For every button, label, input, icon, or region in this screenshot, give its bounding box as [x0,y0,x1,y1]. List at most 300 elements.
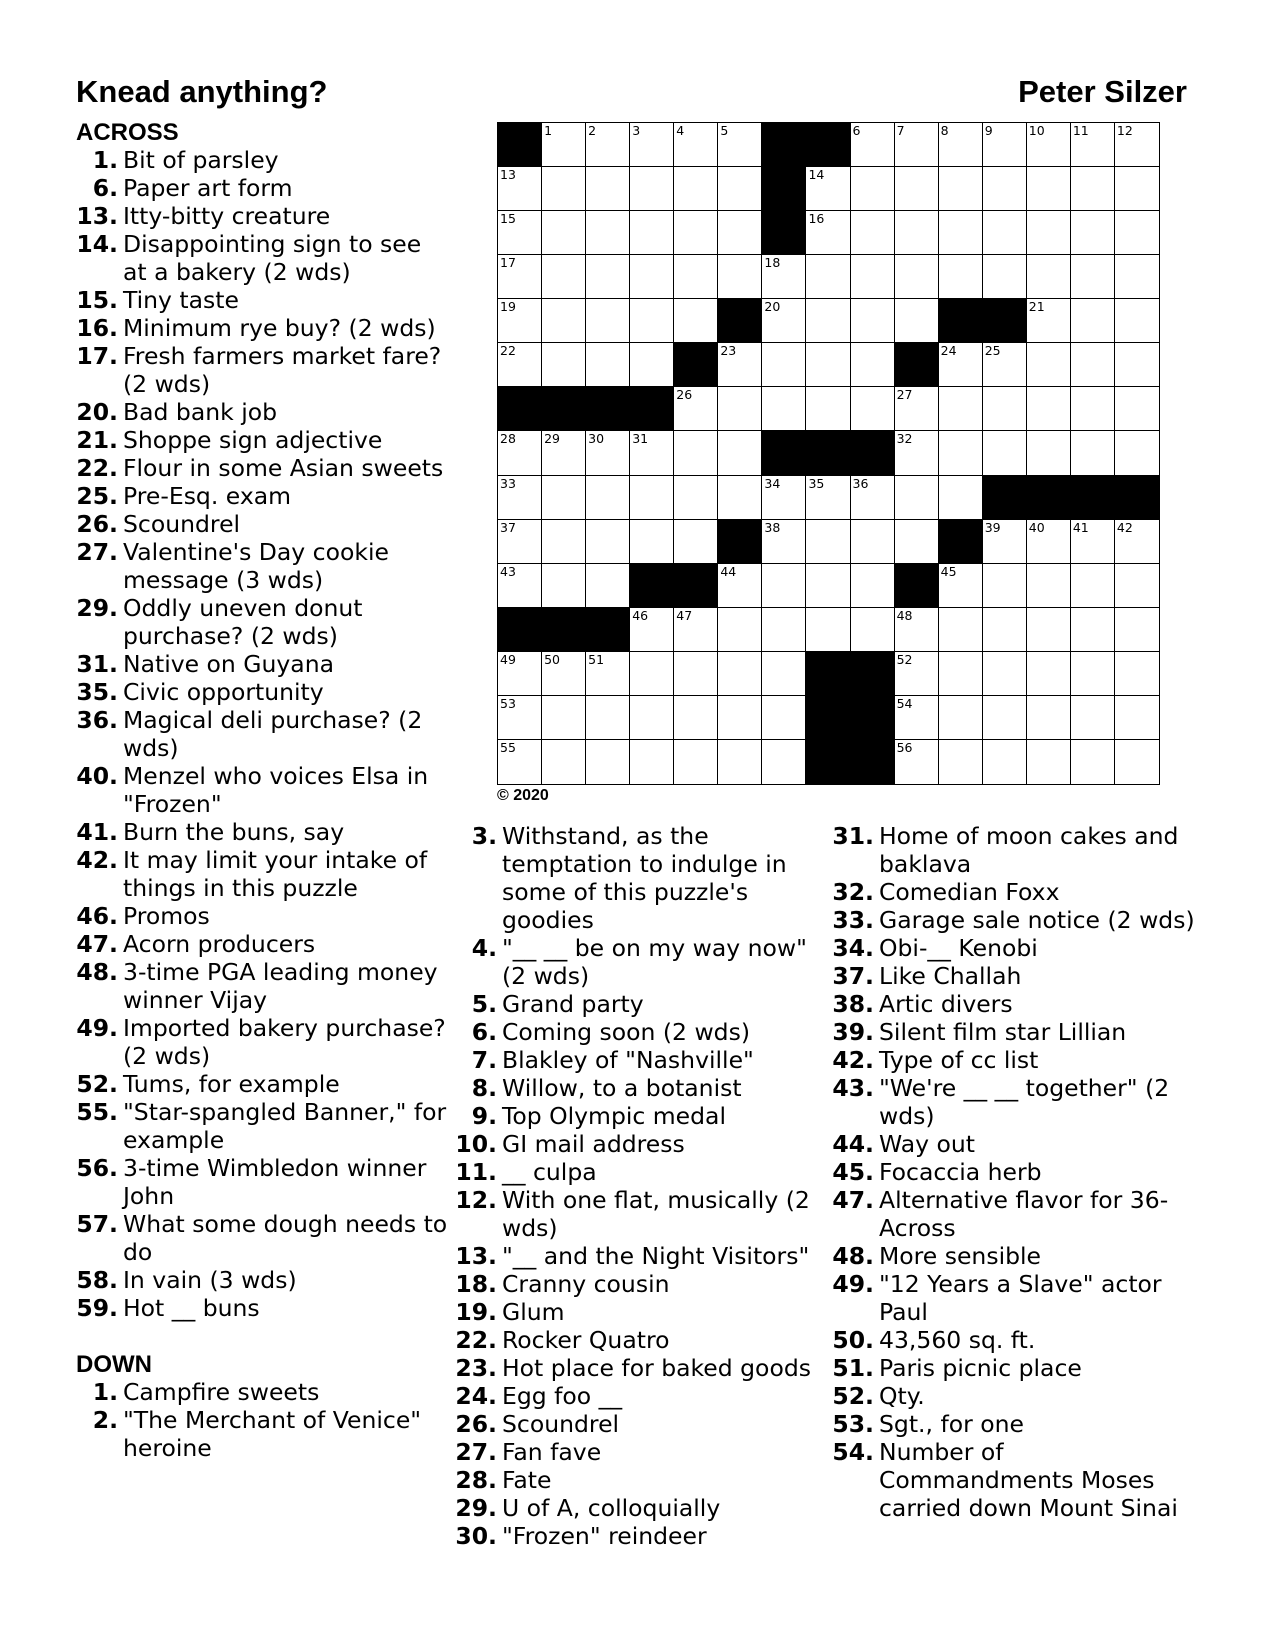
grid-cell[interactable] [674,608,718,652]
grid-cell[interactable] [762,696,806,740]
grid-cell[interactable] [674,652,718,696]
clue-number: 5. [471,990,497,1018]
clue-number: 13. [76,202,118,230]
grid-cell[interactable] [1071,608,1115,652]
grid-cell[interactable] [895,167,939,211]
grid-cell[interactable] [895,696,939,740]
grid-cell[interactable] [542,211,586,255]
clue-text: Cranny cousin [502,1270,670,1298]
clue-number: 29. [76,594,118,622]
grid-cell[interactable] [939,167,983,211]
grid-cell[interactable] [939,343,983,387]
grid-cell[interactable] [498,652,542,696]
cell-number: 50 [544,651,560,667]
grid-cell[interactable] [851,343,895,387]
grid-cell[interactable] [1071,740,1115,784]
grid-cell[interactable] [1027,564,1071,608]
grid-cell[interactable] [983,387,1027,431]
clue-number: 55. [76,1098,118,1126]
down-clue [455,1102,825,1130]
grid-cell[interactable] [1115,387,1159,431]
grid-cell[interactable] [939,476,983,520]
clue-text: It may limit your intake of things in this puzzle [123,846,428,902]
grid-cell[interactable] [851,608,895,652]
grid-block [498,608,542,652]
grid-cell[interactable] [630,652,674,696]
grid-cell[interactable] [630,608,674,652]
grid-cell[interactable] [1027,652,1071,696]
grid-cell[interactable] [806,520,850,564]
grid-cell[interactable] [762,343,806,387]
across-clue [76,1210,448,1266]
grid-cell[interactable] [1027,255,1071,299]
cell-number: 51 [588,651,605,667]
grid-cell[interactable] [806,299,850,343]
clue-text: In vain (3 wds) [123,1266,297,1294]
grid-cell[interactable] [542,520,586,564]
clue-text: Alternative flavor for 36-Across [879,1186,1169,1242]
clue-text: Campfire sweets [123,1378,320,1406]
grid-cell[interactable] [674,387,718,431]
cell-number: 15 [500,211,516,227]
clue-text: "Frozen" reindeer [502,1522,707,1550]
grid-block [983,476,1027,520]
grid-cell[interactable] [762,652,806,696]
grid-cell[interactable] [586,211,630,255]
grid-cell[interactable] [1071,123,1115,167]
cell-number: 41 [1072,519,1089,535]
down-clue [832,1018,1197,1046]
grid-cell[interactable] [1115,167,1159,211]
grid-cell[interactable] [1071,343,1115,387]
cell-number: 36 [852,475,869,491]
grid-block [851,740,895,784]
grid-cell[interactable] [1027,431,1071,475]
cell-number: 18 [764,255,781,271]
grid-cell[interactable] [1027,167,1071,211]
grid-cell[interactable] [674,123,718,167]
grid-cell[interactable] [895,387,939,431]
clue-number: 52. [76,1070,118,1098]
down-clue [832,1270,1197,1326]
grid-cell[interactable] [718,343,762,387]
grid-cell[interactable] [1115,211,1159,255]
grid-cell[interactable] [498,564,542,608]
down-clue [832,1186,1197,1242]
grid-cell[interactable] [542,123,586,167]
clue-column-3 [832,822,1197,1522]
grid-cell[interactable] [983,520,1027,564]
clue-text: 3-time PGA leading money winner Vijay [123,958,438,1014]
grid-cell[interactable] [630,343,674,387]
grid-cell[interactable] [1027,608,1071,652]
grid-cell[interactable] [1071,211,1115,255]
down-clue [455,1074,825,1102]
grid-cell[interactable] [542,564,586,608]
grid-cell[interactable] [806,343,850,387]
grid-cell[interactable] [851,387,895,431]
clue-number: 59. [76,1294,118,1322]
grid-cell[interactable] [674,520,718,564]
grid-block [1027,476,1071,520]
grid-cell[interactable] [851,299,895,343]
grid-cell[interactable] [718,431,762,475]
grid-cell[interactable] [586,431,630,475]
grid-cell[interactable] [762,608,806,652]
down-clue [455,1522,825,1550]
grid-cell[interactable] [718,255,762,299]
cell-number: 28 [500,431,516,447]
clue-number: 27. [455,1438,497,1466]
grid-cell[interactable] [806,564,850,608]
grid-cell[interactable] [586,564,630,608]
grid-cell[interactable] [1071,564,1115,608]
grid-cell[interactable] [851,255,895,299]
grid-cell[interactable] [983,431,1027,475]
grid-cell[interactable] [718,123,762,167]
grid-cell[interactable] [939,696,983,740]
grid-cell[interactable] [586,299,630,343]
grid-cell[interactable] [586,343,630,387]
grid-cell[interactable] [806,387,850,431]
grid-cell[interactable] [762,299,806,343]
clue-text: "We're __ __ together" (2 wds) [879,1074,1170,1130]
clue-text: Native on Guyana [123,650,335,678]
clue-number: 1. [92,146,118,174]
grid-cell[interactable] [1115,652,1159,696]
grid-cell[interactable] [851,564,895,608]
down-clue [455,1466,825,1494]
grid-cell[interactable] [983,167,1027,211]
cell-number: 46 [632,607,649,623]
grid-cell[interactable] [851,476,895,520]
down-clue [455,1158,825,1186]
grid-cell[interactable] [630,431,674,475]
clue-number: 41. [76,818,118,846]
grid-cell[interactable] [851,123,895,167]
clue-text: Bad bank job [123,398,278,426]
clue-number: 28. [455,1466,497,1494]
grid-cell[interactable] [895,299,939,343]
down-clue [832,1242,1197,1270]
clue-number: 52. [832,1382,874,1410]
across-clue [76,1014,448,1070]
grid-cell[interactable] [1115,520,1159,564]
grid-cell[interactable] [498,696,542,740]
grid-block [806,431,850,475]
grid-block [1071,476,1115,520]
grid-cell[interactable] [674,211,718,255]
grid-cell[interactable] [1027,387,1071,431]
clue-number: 7. [471,1046,497,1074]
grid-block [762,431,806,475]
grid-cell[interactable] [542,255,586,299]
grid-cell[interactable] [1115,564,1159,608]
grid-cell[interactable] [498,167,542,211]
grid-cell[interactable] [1115,608,1159,652]
grid-cell[interactable] [983,608,1027,652]
grid-cell[interactable] [1027,740,1071,784]
grid-cell[interactable] [542,343,586,387]
grid-cell[interactable] [1115,431,1159,475]
cell-number: 3 [632,123,641,138]
grid-cell[interactable] [939,564,983,608]
grid-cell[interactable] [1027,696,1071,740]
grid-cell[interactable] [983,652,1027,696]
clue-number: 46. [76,902,118,930]
grid-cell[interactable] [630,476,674,520]
grid-cell[interactable] [939,211,983,255]
grid-cell[interactable] [983,696,1027,740]
grid-cell[interactable] [542,299,586,343]
cell-number: 54 [896,695,913,711]
cell-number: 47 [676,607,693,623]
cell-number: 30 [588,431,605,447]
clue-number: 42. [76,846,118,874]
grid-cell[interactable] [1071,696,1115,740]
grid-cell[interactable] [1115,299,1159,343]
grid-cell[interactable] [983,343,1027,387]
grid-cell[interactable] [586,255,630,299]
cell-number: 39 [984,519,1001,535]
grid-cell[interactable] [762,520,806,564]
clue-text: 43,560 sq. ft. [879,1326,1036,1354]
grid-cell[interactable] [1027,520,1071,564]
grid-cell[interactable] [630,696,674,740]
down-clue [455,1130,825,1158]
grid-cell[interactable] [498,299,542,343]
grid-cell[interactable] [718,564,762,608]
grid-cell[interactable] [851,520,895,564]
grid-cell[interactable] [1115,343,1159,387]
grid-cell[interactable] [762,476,806,520]
clue-text: "__ and the Night Visitors" [502,1242,810,1270]
grid-cell[interactable] [718,652,762,696]
cell-number: 44 [720,563,737,579]
grid-cell[interactable] [586,520,630,564]
clue-text: Itty-bitty creature [123,202,331,230]
grid-cell[interactable] [806,211,850,255]
across-clue [76,762,448,818]
grid-block [762,167,806,211]
across-clue [76,342,448,398]
grid-cell[interactable] [939,255,983,299]
down-clue [455,1354,825,1382]
clue-number: 42. [832,1046,874,1074]
grid-cell[interactable] [1071,431,1115,475]
grid-cell[interactable] [718,696,762,740]
clue-text: Sgt., for one [879,1410,1024,1438]
grid-cell[interactable] [762,387,806,431]
down-clue [455,1046,825,1074]
grid-cell[interactable] [895,123,939,167]
grid-cell[interactable] [630,123,674,167]
down-clue [832,1046,1197,1074]
cell-number: 4 [676,123,685,138]
grid-cell[interactable] [674,476,718,520]
clue-text: Home of moon cakes and baklava [879,822,1179,878]
grid-cell[interactable] [895,211,939,255]
grid-cell[interactable] [1071,255,1115,299]
grid-cell[interactable] [983,740,1027,784]
grid-cell[interactable] [586,740,630,784]
grid-cell[interactable] [586,476,630,520]
grid-block [939,520,983,564]
grid-cell[interactable] [586,167,630,211]
clue-text: Glum [502,1298,565,1326]
grid-cell[interactable] [1115,740,1159,784]
grid-cell[interactable] [983,211,1027,255]
grid-cell[interactable] [1071,387,1115,431]
clue-number: 25. [76,482,118,510]
grid-cell[interactable] [939,608,983,652]
grid-cell[interactable] [895,740,939,784]
grid-cell[interactable] [498,476,542,520]
grid-cell[interactable] [983,564,1027,608]
grid-cell[interactable] [542,652,586,696]
clue-number: 54. [832,1438,874,1466]
grid-cell[interactable] [895,476,939,520]
clue-number: 58. [76,1266,118,1294]
across-clue [76,1070,448,1098]
grid-cell[interactable] [542,167,586,211]
clue-text: "12 Years a Slave" actor Paul [879,1270,1162,1326]
grid-cell[interactable] [718,608,762,652]
grid-cell[interactable] [1071,652,1115,696]
cell-number: 25 [984,343,1001,359]
grid-block [983,299,1027,343]
across-clue [76,426,448,454]
grid-cell[interactable] [939,387,983,431]
grid-cell[interactable] [1027,211,1071,255]
grid-cell[interactable] [939,740,983,784]
grid-cell[interactable] [895,520,939,564]
grid-cell[interactable] [895,255,939,299]
clue-number: 30. [455,1522,497,1550]
grid-cell[interactable] [1027,343,1071,387]
grid-cell[interactable] [674,696,718,740]
grid-cell[interactable] [674,740,718,784]
grid-cell[interactable] [674,255,718,299]
clue-number: 35. [76,678,118,706]
grid-cell[interactable] [939,123,983,167]
grid-cell[interactable] [718,476,762,520]
clue-number: 2. [92,1406,118,1434]
down-clue [455,1382,825,1410]
grid-cell[interactable] [630,211,674,255]
grid-cell[interactable] [674,431,718,475]
clue-text: U of A, colloquially [502,1494,721,1522]
clue-number: 8. [471,1074,497,1102]
grid-cell[interactable] [1027,299,1071,343]
down-clue [455,990,825,1018]
grid-cell[interactable] [1071,520,1115,564]
clue-number: 38. [832,990,874,1018]
grid-cell[interactable] [851,167,895,211]
down-clue-list-part-2 [455,822,825,1550]
clue-text: Blakley of "Nashville" [502,1046,754,1074]
clue-text: Tums, for example [123,1070,340,1098]
grid-cell[interactable] [895,431,939,475]
grid-cell[interactable] [718,211,762,255]
clue-text: Fan fave [502,1438,602,1466]
clue-number: 32. [832,878,874,906]
grid-cell[interactable] [1115,696,1159,740]
clue-number: 49. [76,1014,118,1042]
grid-cell[interactable] [630,520,674,564]
grid-cell[interactable] [806,608,850,652]
grid-cell[interactable] [498,431,542,475]
grid-cell[interactable] [586,652,630,696]
grid-cell[interactable] [498,255,542,299]
across-clue [76,174,448,202]
grid-cell[interactable] [762,255,806,299]
grid-cell[interactable] [542,476,586,520]
down-clue-list-part-3 [832,822,1197,1522]
down-clue [455,1186,825,1242]
grid-cell[interactable] [806,476,850,520]
clue-text: Way out [879,1130,975,1158]
grid-cell[interactable] [895,652,939,696]
grid-cell[interactable] [806,255,850,299]
grid-cell[interactable] [542,696,586,740]
grid-cell[interactable] [718,167,762,211]
grid-cell[interactable] [630,255,674,299]
grid-cell[interactable] [674,299,718,343]
grid-cell[interactable] [983,123,1027,167]
grid-cell[interactable] [586,123,630,167]
grid-block [806,123,850,167]
grid-cell[interactable] [939,652,983,696]
clue-text: Pre-Esq. exam [123,482,292,510]
cell-number: 13 [500,167,516,183]
clue-number: 6. [471,1018,497,1046]
grid-cell[interactable] [851,211,895,255]
grid-cell[interactable] [674,167,718,211]
grid-cell[interactable] [718,387,762,431]
clue-text: Minimum rye buy? (2 wds) [123,314,436,342]
grid-cell[interactable] [498,211,542,255]
clue-number: 17. [76,342,118,370]
grid-cell[interactable] [1115,123,1159,167]
grid-cell[interactable] [542,431,586,475]
grid-cell[interactable] [498,343,542,387]
clue-number: 48. [832,1242,874,1270]
grid-cell[interactable] [983,255,1027,299]
grid-cell[interactable] [718,740,762,784]
clue-text: Scoundrel [123,510,241,538]
grid-cell[interactable] [586,696,630,740]
grid-cell[interactable] [1027,123,1071,167]
grid-cell[interactable] [762,740,806,784]
down-clue [455,1410,825,1438]
grid-block [762,211,806,255]
grid-cell[interactable] [806,167,850,211]
grid-cell[interactable] [630,740,674,784]
grid-cell[interactable] [762,564,806,608]
grid-cell[interactable] [630,167,674,211]
grid-cell[interactable] [1071,299,1115,343]
grid-cell[interactable] [939,431,983,475]
grid-cell[interactable] [895,608,939,652]
grid-cell[interactable] [630,299,674,343]
grid-cell[interactable] [498,520,542,564]
grid-cell[interactable] [1115,255,1159,299]
copyright-notice: © 2020 [497,787,549,804]
grid-cell[interactable] [1071,167,1115,211]
grid-cell[interactable] [498,740,542,784]
grid-cell[interactable] [542,740,586,784]
